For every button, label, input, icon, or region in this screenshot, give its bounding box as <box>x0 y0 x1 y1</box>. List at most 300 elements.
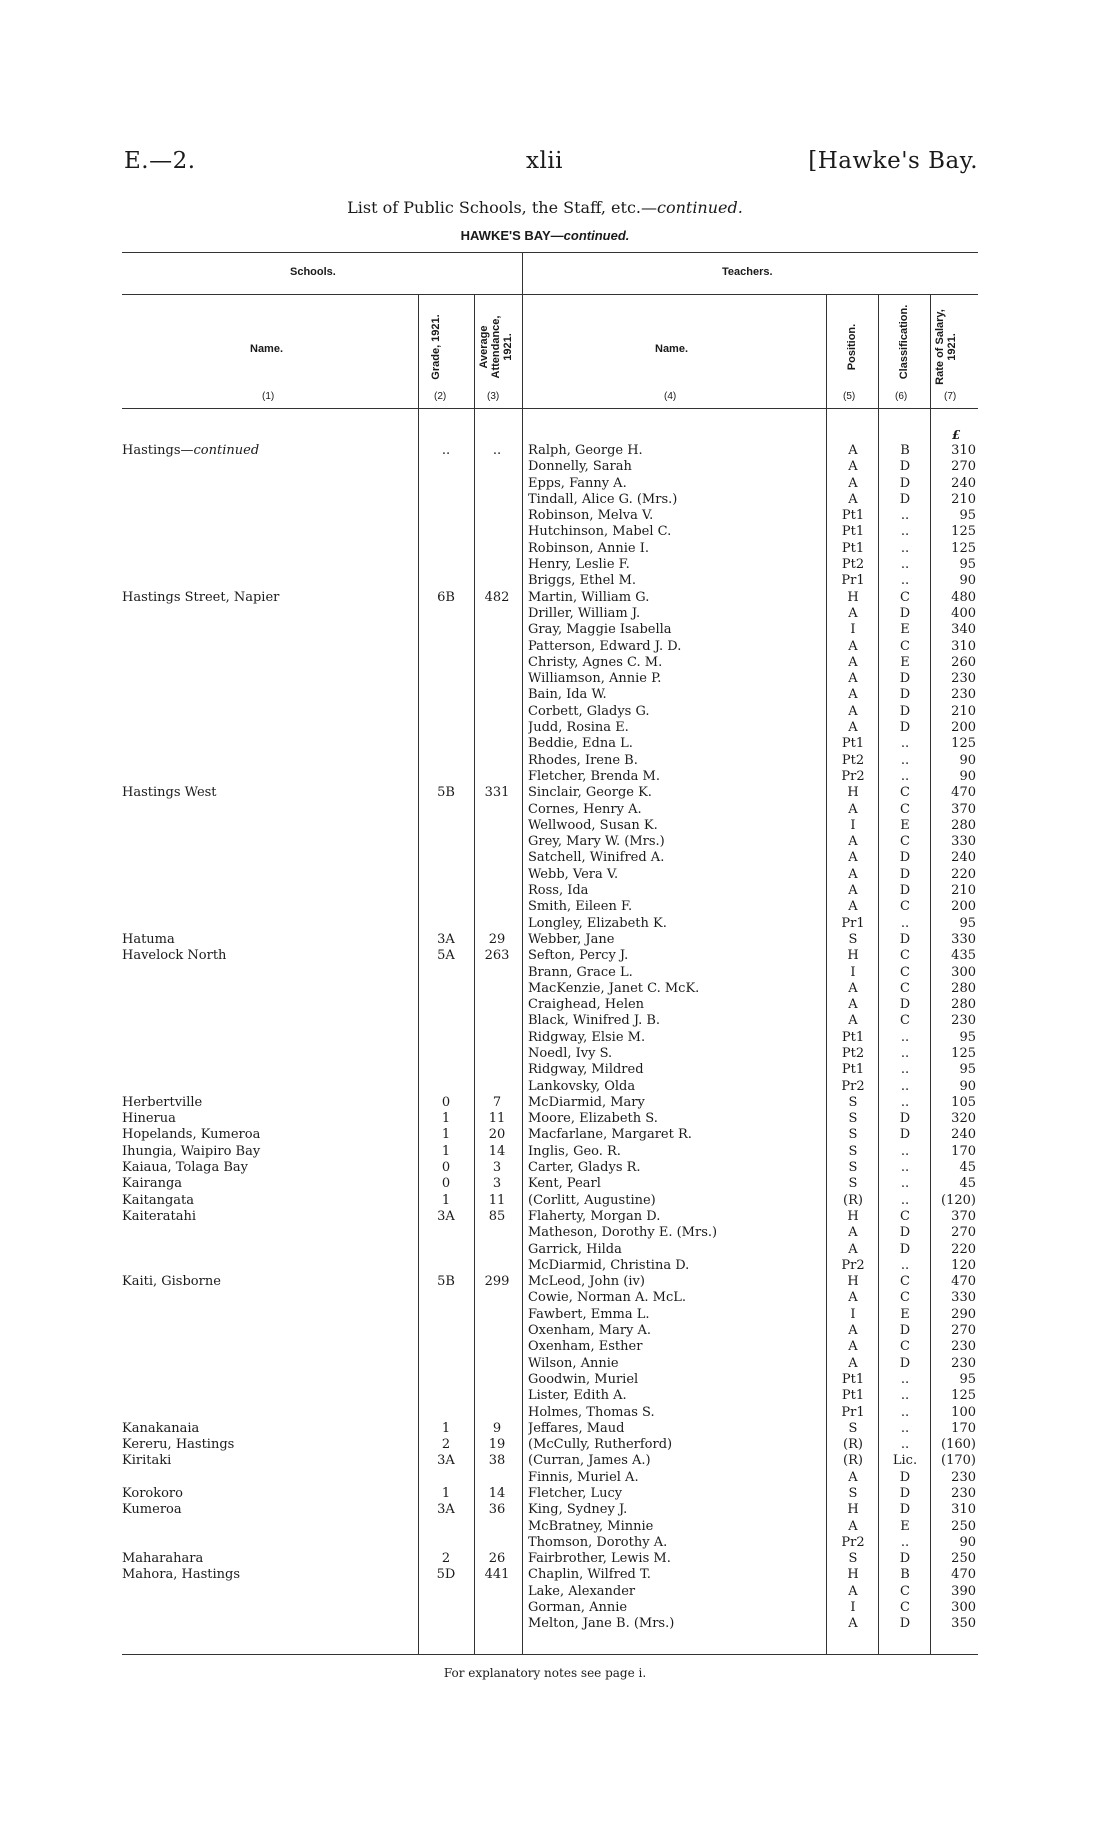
average-attendance: 20 <box>488 1127 506 1143</box>
teacher-name: Gorman, Annie <box>528 1600 628 1616</box>
classification: D <box>899 1111 911 1127</box>
teacher-name: Chaplin, Wilfred T. <box>528 1567 651 1583</box>
average-attendance: 7 <box>492 1094 502 1110</box>
teacher-name: Judd, Rosina E. <box>528 720 629 736</box>
salary: 230 <box>951 1469 976 1485</box>
classification: D <box>899 459 911 475</box>
salary: 350 <box>951 1616 976 1632</box>
classification: D <box>899 720 911 736</box>
table-row <box>0 639 1114 655</box>
classification: .. <box>900 1029 910 1045</box>
teacher-name: Fawbert, Emma L. <box>528 1306 650 1322</box>
position: A <box>848 638 858 654</box>
position: H <box>847 1502 859 1518</box>
classification: B <box>900 443 910 458</box>
classification: D <box>899 703 911 719</box>
classification: C <box>900 1600 910 1616</box>
table-row <box>0 573 1114 589</box>
teacher-name: Ridgway, Elsie M. <box>528 1029 646 1045</box>
position: A <box>848 883 858 899</box>
classification: D <box>899 866 911 882</box>
salary: 250 <box>951 1551 976 1567</box>
table-row <box>0 1095 1114 1111</box>
salary: 435 <box>951 948 976 964</box>
salary: 210 <box>951 491 976 507</box>
col-number-4: (4) <box>664 391 677 402</box>
teacher-name: Satchell, Winifred A. <box>528 850 665 866</box>
salary: 120 <box>951 1257 976 1273</box>
table-row <box>0 1502 1114 1518</box>
teacher-name: Moore, Elizabeth S. <box>528 1111 658 1127</box>
salary: 170 <box>951 1420 976 1436</box>
table-row <box>0 867 1114 883</box>
grade: 5B <box>437 785 455 801</box>
table-row <box>0 1339 1114 1355</box>
classification: .. <box>900 1045 910 1061</box>
salary: 125 <box>951 1045 976 1061</box>
school-name: Hastings West <box>122 785 217 801</box>
salary: (160) <box>941 1437 976 1453</box>
classification: E <box>900 817 910 833</box>
position: A <box>848 720 858 736</box>
salary: 310 <box>951 1502 976 1518</box>
salary: 220 <box>951 866 976 882</box>
position: I <box>850 964 856 980</box>
classification: .. <box>900 1192 910 1208</box>
classification: E <box>900 654 910 670</box>
salary: 45 <box>959 1160 976 1176</box>
average-attendance: 14 <box>488 1486 506 1501</box>
table-row <box>0 1584 1114 1600</box>
position: H <box>847 785 859 801</box>
grade: 1 <box>441 1143 451 1159</box>
teacher-name: Finnis, Muriel A. <box>528 1469 639 1485</box>
position: A <box>848 1583 858 1599</box>
table-body <box>0 443 1114 1633</box>
position: I <box>850 622 856 638</box>
salary: 310 <box>951 443 976 458</box>
position: I <box>850 1306 856 1322</box>
position: A <box>848 1290 858 1306</box>
table-row <box>0 1013 1114 1029</box>
table-row <box>0 1144 1114 1160</box>
grade: 1 <box>441 1192 451 1208</box>
teacher-name: Flaherty, Morgan D. <box>528 1208 661 1224</box>
page-header-left: E.—2. <box>124 148 196 174</box>
grade: 0 <box>441 1094 451 1110</box>
position: S <box>848 931 858 947</box>
classification: .. <box>900 1078 910 1094</box>
position: S <box>848 1176 858 1192</box>
table-row <box>0 932 1114 948</box>
table-row <box>0 1551 1114 1567</box>
position: H <box>847 1567 859 1583</box>
position: Pt2 <box>841 1045 865 1061</box>
salary: 90 <box>959 768 976 784</box>
classification: D <box>899 1355 911 1371</box>
footnote: For explanatory notes see page i. <box>443 1666 647 1680</box>
position: S <box>848 1420 858 1436</box>
teacher-name: Carter, Gladys R. <box>528 1160 641 1176</box>
table-row <box>0 769 1114 785</box>
position: Pt2 <box>841 752 865 768</box>
position: A <box>848 459 858 475</box>
salary: 400 <box>951 605 976 621</box>
table-row <box>0 1079 1114 1095</box>
teacher-name: Longley, Elizabeth K. <box>528 915 667 931</box>
table-row <box>0 1290 1114 1306</box>
table-row <box>0 1160 1114 1176</box>
classification: D <box>899 1323 911 1339</box>
grade: 3A <box>437 1453 455 1469</box>
classification: E <box>900 1518 910 1534</box>
table-row <box>0 687 1114 703</box>
position: S <box>848 1143 858 1159</box>
school-name: Kereru, Hastings <box>122 1437 235 1453</box>
table-row <box>0 476 1114 492</box>
salary: 230 <box>951 1486 976 1501</box>
position: Pt1 <box>841 1062 865 1078</box>
salary: 310 <box>951 638 976 654</box>
salary: 280 <box>951 980 976 996</box>
teacher-name: Patterson, Edward J. D. <box>528 638 682 654</box>
position: Pr2 <box>841 1078 865 1094</box>
teacher-name: (Corlitt, Augustine) <box>528 1192 656 1208</box>
grade: 2 <box>441 1437 451 1453</box>
salary: 330 <box>951 931 976 947</box>
table-row <box>0 753 1114 769</box>
teacher-name: Goodwin, Muriel <box>528 1371 639 1387</box>
position: A <box>848 475 858 491</box>
teacher-name: Kent, Pearl <box>528 1176 601 1192</box>
col-header-classification: Classification. <box>898 304 910 380</box>
salary: (120) <box>941 1192 976 1208</box>
teacher-name: Henry, Leslie F. <box>528 557 630 573</box>
school-name: Havelock North <box>122 948 227 964</box>
teacher-name: Webber, Jane <box>528 931 615 947</box>
table-row <box>0 899 1114 915</box>
classification: D <box>899 1225 911 1241</box>
teacher-name: Williamson, Annie P. <box>528 671 662 687</box>
salary: 95 <box>959 915 976 931</box>
classification: Lic. <box>892 1453 918 1469</box>
position: A <box>848 605 858 621</box>
classification: C <box>900 980 910 996</box>
salary: 330 <box>951 834 976 850</box>
table-row <box>0 557 1114 573</box>
school-name: Hinerua <box>122 1111 176 1127</box>
table-row <box>0 1372 1114 1388</box>
position: A <box>848 834 858 850</box>
classification: .. <box>900 1388 910 1404</box>
school-name: Hastings Street, Napier <box>122 589 280 605</box>
average-attendance: 19 <box>488 1437 506 1453</box>
teacher-name: Lister, Edith A. <box>528 1388 627 1404</box>
table-row <box>0 916 1114 932</box>
teacher-name: Robinson, Annie I. <box>528 540 649 556</box>
teacher-name: Sinclair, George K. <box>528 785 652 801</box>
teacher-name: Webb, Vera V. <box>528 866 619 882</box>
average-attendance: 11 <box>488 1192 506 1208</box>
position: I <box>850 817 856 833</box>
grade: 3A <box>437 1502 455 1518</box>
table-row <box>0 524 1114 540</box>
teacher-name: Ross, Ida <box>528 883 589 899</box>
average-attendance: 299 <box>484 1274 510 1290</box>
position: A <box>848 1616 858 1632</box>
table-row <box>0 1225 1114 1241</box>
teacher-name: (Curran, James A.) <box>528 1453 651 1469</box>
teacher-name: Oxenham, Esther <box>528 1339 643 1355</box>
classification: .. <box>900 915 910 931</box>
salary: 125 <box>951 524 976 540</box>
table-row <box>0 1535 1114 1551</box>
col-number-1: (1) <box>262 391 275 402</box>
table-row <box>0 443 1114 459</box>
classification: E <box>900 622 910 638</box>
classification: .. <box>900 1176 910 1192</box>
position: A <box>848 997 858 1013</box>
position: Pr1 <box>841 1404 865 1420</box>
teacher-name: Corbett, Gladys G. <box>528 703 650 719</box>
classification: D <box>899 1502 911 1518</box>
table-row <box>0 1258 1114 1274</box>
table-row <box>0 1486 1114 1502</box>
teacher-name: Grey, Mary W. (Mrs.) <box>528 834 665 850</box>
table-row <box>0 818 1114 834</box>
table-row <box>0 1274 1114 1290</box>
salary: 90 <box>959 1078 976 1094</box>
position: (R) <box>843 1437 863 1453</box>
teacher-name: Fletcher, Brenda M. <box>528 768 660 784</box>
teacher-name: Bain, Ida W. <box>528 687 607 703</box>
teacher-name: Lake, Alexander <box>528 1583 636 1599</box>
position: A <box>848 1469 858 1485</box>
salary: 200 <box>951 899 976 915</box>
col-number-3: (3) <box>487 391 500 402</box>
table-row <box>0 1600 1114 1616</box>
position: A <box>848 1323 858 1339</box>
salary: 240 <box>951 850 976 866</box>
position: (R) <box>843 1453 863 1469</box>
classification: D <box>899 931 911 947</box>
grade: 6B <box>437 589 455 605</box>
position: A <box>848 1355 858 1371</box>
classification: D <box>899 1486 911 1501</box>
position: A <box>848 443 858 458</box>
table-row <box>0 736 1114 752</box>
classification: D <box>899 850 911 866</box>
classification: C <box>900 785 910 801</box>
position: H <box>847 948 859 964</box>
teacher-name: Tindall, Alice G. (Mrs.) <box>528 491 678 507</box>
table-row <box>0 704 1114 720</box>
classification: .. <box>900 1534 910 1550</box>
teacher-name: Gray, Maggie Isabella <box>528 622 672 638</box>
position: S <box>848 1094 858 1110</box>
salary: 45 <box>959 1176 976 1192</box>
teacher-name: Matheson, Dorothy E. (Mrs.) <box>528 1225 718 1241</box>
classification: C <box>900 1583 910 1599</box>
teacher-name: Craighead, Helen <box>528 997 645 1013</box>
table-row <box>0 1470 1114 1486</box>
salary: 340 <box>951 622 976 638</box>
salary: 210 <box>951 883 976 899</box>
salary: 230 <box>951 1339 976 1355</box>
school-name: Hastings—continued <box>122 443 260 458</box>
average-attendance: 263 <box>484 948 510 964</box>
col-header-school-name: Name. <box>250 343 284 355</box>
table-row <box>0 1046 1114 1062</box>
grade: .. <box>441 443 451 458</box>
col-header-salary: Rate of Salary, 1921. <box>934 309 958 385</box>
school-name: Hopelands, Kumeroa <box>122 1127 261 1143</box>
col-header-attendance: Average Attendance, 1921. <box>478 315 514 379</box>
average-attendance: 441 <box>484 1567 510 1583</box>
salary: 270 <box>951 459 976 475</box>
table-title: List of Public Schools, the Staff, etc.—continued. <box>347 198 743 217</box>
school-name: Kaitangata <box>122 1192 195 1208</box>
teacher-name: Lankovsky, Olda <box>528 1078 636 1094</box>
table-row <box>0 1111 1114 1127</box>
position: A <box>848 1518 858 1534</box>
salary: 470 <box>951 1274 976 1290</box>
teacher-name: King, Sydney J. <box>528 1502 628 1518</box>
table-row <box>0 850 1114 866</box>
salary: 95 <box>959 557 976 573</box>
col-number-7: (7) <box>944 391 957 402</box>
table-row <box>0 1323 1114 1339</box>
school-name: Kanakanaia <box>122 1420 200 1436</box>
teacher-name: Cornes, Henry A. <box>528 801 642 817</box>
school-name: Kumeroa <box>122 1502 182 1518</box>
table-row <box>0 508 1114 524</box>
grade: 0 <box>441 1176 451 1192</box>
classification: .. <box>900 1371 910 1387</box>
school-name: Kaiti, Gisborne <box>122 1274 221 1290</box>
col-number-2: (2) <box>434 391 447 402</box>
classification: .. <box>900 508 910 524</box>
salary: 370 <box>951 1208 976 1224</box>
classification: D <box>899 883 911 899</box>
teacher-name: Rhodes, Irene B. <box>528 752 638 768</box>
average-attendance: 482 <box>484 589 510 605</box>
position: A <box>848 1013 858 1029</box>
classification: C <box>900 638 910 654</box>
group-header-schools: Schools. <box>290 266 336 278</box>
page-header-right: [Hawke's Bay. <box>808 148 978 174</box>
position: Pr2 <box>841 1534 865 1550</box>
top-rule <box>122 252 978 253</box>
classification: .. <box>900 768 910 784</box>
school-name: Kaiteratahi <box>122 1208 197 1224</box>
position: (R) <box>843 1192 863 1208</box>
position: H <box>847 589 859 605</box>
salary: 300 <box>951 1600 976 1616</box>
table-row <box>0 1405 1114 1421</box>
position: A <box>848 671 858 687</box>
table-row <box>0 541 1114 557</box>
classification: C <box>900 948 910 964</box>
classification: D <box>899 475 911 491</box>
classification: .. <box>900 752 910 768</box>
salary: 95 <box>959 1371 976 1387</box>
teacher-name: Christy, Agnes C. M. <box>528 654 663 670</box>
table-row <box>0 1519 1114 1535</box>
classification: .. <box>900 573 910 589</box>
grade: 1 <box>441 1420 451 1436</box>
table-row <box>0 1356 1114 1372</box>
position: H <box>847 1208 859 1224</box>
teacher-name: Donnelly, Sarah <box>528 459 632 475</box>
position: A <box>848 703 858 719</box>
position: Pt1 <box>841 524 865 540</box>
salary: 280 <box>951 997 976 1013</box>
teacher-name: Thomson, Dorothy A. <box>528 1534 668 1550</box>
grade: 2 <box>441 1551 451 1567</box>
classification: .. <box>900 1404 910 1420</box>
table-row <box>0 590 1114 606</box>
col-header-grade: Grade, 1921. <box>430 314 442 380</box>
average-attendance: 3 <box>492 1176 502 1192</box>
table-subtitle: HAWKE'S BAY—continued. <box>460 228 630 243</box>
classification: C <box>900 1290 910 1306</box>
grade: 3A <box>437 931 455 947</box>
table-row <box>0 785 1114 801</box>
teacher-name: McLeod, John (iv) <box>528 1274 645 1290</box>
average-attendance: 11 <box>488 1111 506 1127</box>
salary: 270 <box>951 1225 976 1241</box>
teacher-name: Epps, Fanny A. <box>528 475 627 491</box>
table-row <box>0 655 1114 671</box>
position: S <box>848 1551 858 1567</box>
classification: D <box>899 1551 911 1567</box>
classification: C <box>900 1208 910 1224</box>
table-row <box>0 492 1114 508</box>
school-name: Mahora, Hastings <box>122 1567 240 1583</box>
classification: .. <box>900 736 910 752</box>
table-row <box>0 1421 1114 1437</box>
position: Pr1 <box>841 915 865 931</box>
teacher-name: Garrick, Hilda <box>528 1241 622 1257</box>
table-row <box>0 1616 1114 1632</box>
table-row <box>0 606 1114 622</box>
teacher-name: Wellwood, Susan K. <box>528 817 658 833</box>
salary: 240 <box>951 1127 976 1143</box>
salary: 470 <box>951 1567 976 1583</box>
classification: C <box>900 1274 910 1290</box>
salary: 330 <box>951 1290 976 1306</box>
position: S <box>848 1160 858 1176</box>
table-row <box>0 1567 1114 1583</box>
teacher-name: Briggs, Ethel M. <box>528 573 637 589</box>
teacher-name: Martin, William G. <box>528 589 650 605</box>
classification: C <box>900 834 910 850</box>
classification: D <box>899 687 911 703</box>
position: Pt1 <box>841 1388 865 1404</box>
teacher-name: McDiarmid, Christina D. <box>528 1257 690 1273</box>
col-number-5: (5) <box>843 391 856 402</box>
position: A <box>848 850 858 866</box>
salary: 125 <box>951 736 976 752</box>
position: Pr2 <box>841 768 865 784</box>
table-row <box>0 1030 1114 1046</box>
teacher-name: Holmes, Thomas S. <box>528 1404 655 1420</box>
position: I <box>850 1600 856 1616</box>
teacher-name: McBratney, Minnie <box>528 1518 654 1534</box>
classification: .. <box>900 557 910 573</box>
col-header-teacher-name: Name. <box>655 343 689 355</box>
